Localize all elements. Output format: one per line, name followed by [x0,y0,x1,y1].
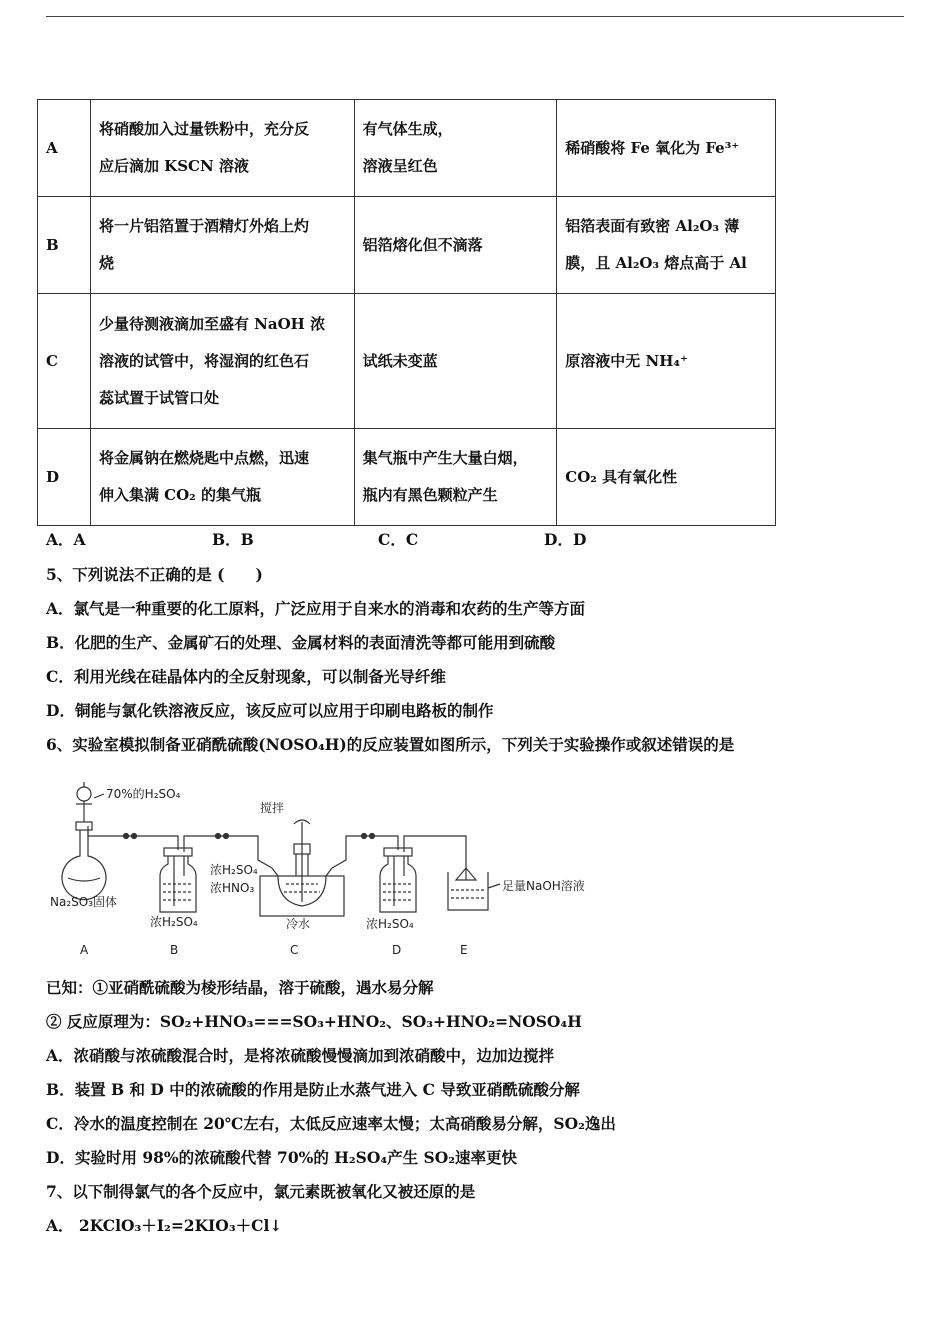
q5-stem: 5、下列说法不正确的是 ( ) [46,565,263,584]
q7-option-a: A． 2KClO₃＋I₂=2KIO₃＋Cl↓ [46,1216,283,1235]
table-row [38,100,776,197]
conclusion-cell [557,429,776,526]
cell-text: 瓶内有黑色颗粒产生 [362,486,498,504]
cell-text: 集气瓶中产生大量白烟， [362,449,528,467]
row-label: C [38,294,91,429]
cell-text: 将硝酸加入过量铁粉中，充分反 [98,120,309,138]
label-b: B [170,943,179,957]
phenomenon-cell [354,294,557,429]
cell-text: 烧 [98,254,114,272]
cell-text: 膜，且 Al₂O₃ 熔点高于 Al [565,254,747,272]
table-row [38,294,776,429]
q6-known-1: 已知：①亚硝酰硫酸为棱形结晶，溶于硫酸，遇水易分解 [46,978,434,997]
label-a: A [80,943,89,957]
cell-text: 溶液呈红色 [362,157,438,175]
operation-cell [90,294,354,429]
q6-option-b: B．装置 B 和 D 中的浓硫酸的作用是防止水蒸气进入 C 导致亚硝酰硫酸分解 [46,1080,580,1099]
conclusion-cell [557,197,776,294]
cell-text: 溶液的试管中，将湿润的红色石 [98,351,309,370]
apparatus-diagram [46,772,606,962]
cell-text: 应后滴加 KSCN 溶液 [98,157,249,175]
header-rule [46,16,904,17]
q5-option-b: B．化肥的生产、金属矿石的处理、金属材料的表面清洗等都可能用到硫酸 [46,633,556,652]
funnel-label: 70%的H₂SO₄ [106,787,181,801]
row-label: A [38,100,91,197]
cell-text: 蕊试置于试管口处 [98,388,219,407]
cell-text: 有气体生成， [362,120,453,138]
cell-text: 将金属钠在燃烧匙中点燃，迅速 [98,449,309,467]
table-row [38,429,776,526]
q6-option-c: C．冷水的温度控制在 20℃左右，太低反应速率太慢；太高硝酸易分解，SO₂逸出 [46,1114,616,1133]
label-c: C [290,943,299,957]
experiment-table [37,99,776,526]
cold-water-label: 冷水 [286,917,311,931]
q4-options [46,528,710,550]
option-a: A．A [46,530,86,549]
option-c: C．C [378,530,419,549]
operation-cell [90,100,354,197]
q5-option-a: A．氯气是一种重要的化工原料，广泛应用于自来水的消毒和农药的生产等方面 [46,599,586,618]
flask-stopper [76,822,92,830]
cell-text: 铝箔熔化但不滴落 [362,235,483,254]
cell-text: 原溶液中无 NH₄⁺ [565,351,688,370]
cell-text: 伸入集满 CO₂ 的集气瓶 [98,486,261,504]
cell-text: 铝箔表面有致密 Al₂O₃ 薄 [565,217,740,235]
round-flask [62,830,106,900]
acid2-label: 浓HNO₃ [210,881,255,895]
q6-option-a: A．浓硝酸与浓硫酸混合时，是将浓硫酸慢慢滴加到浓硝酸中，边加边搅拌 [46,1046,555,1065]
q6-stem: 6、实验室模拟制备亚硝酰硫酸(NOSO₄H)的反应装置如图所示，下列关于实验操作或叙述错误的是 [46,735,735,754]
q6-option-d: D．实验时用 98%的浓硫酸代替 70%的 H₂SO₄产生 SO₂速率更快 [46,1148,518,1167]
table-row [38,197,776,294]
naoh-label: 足量NaOH溶液 [502,879,585,893]
operation-cell [90,429,354,526]
operation-cell [90,197,354,294]
row-label: D [38,429,91,526]
cell-text: 稀硝酸将 Fe 氧化为 Fe³⁺ [565,138,740,157]
q7-stem: 7、以下制得氯气的各个反应中，氯元素既被氧化又被还原的是 [46,1182,476,1201]
acid1-label: 浓H₂SO₄ [210,863,258,877]
flask-label: Na₂SO₃固体 [50,895,118,909]
bottle-b-label: 浓H₂SO₄ [150,915,198,929]
q5-option-c: C．利用光线在硅晶体内的全反射现象，可以制备光导纤维 [46,667,446,686]
row-label: B [38,197,91,294]
conclusion-cell [557,294,776,429]
cell-text: 将一片铝箔置于酒精灯外焰上灼 [98,217,309,235]
q5-option-d: D．铜能与氯化铁溶液反应，该反应可以应用于印刷电路板的制作 [46,701,494,720]
label-d: D [392,943,402,957]
cell-text: 少量待测液滴加至盛有 NaOH 浓 [98,314,326,333]
phenomenon-cell [354,197,557,294]
funnel-bulb [77,787,91,801]
q6-known-2: ② 反应原理为：SO₂+HNO₃===SO₃+HNO₂、SO₃+HNO₂=NOSO₄H [46,1012,582,1031]
cell-text: CO₂ 具有氧化性 [565,467,678,486]
stir-label: 搅拌 [260,801,285,815]
phenomenon-cell [354,429,557,526]
bottle-d-label: 浓H₂SO₄ [366,917,414,931]
phenomenon-cell [354,100,557,197]
conclusion-cell [557,100,776,197]
cell-text: 试纸未变蓝 [362,351,438,370]
label-e: E [460,943,468,957]
option-b: B．B [212,530,254,549]
beaker-e [448,872,488,910]
option-d: D．D [544,530,587,549]
